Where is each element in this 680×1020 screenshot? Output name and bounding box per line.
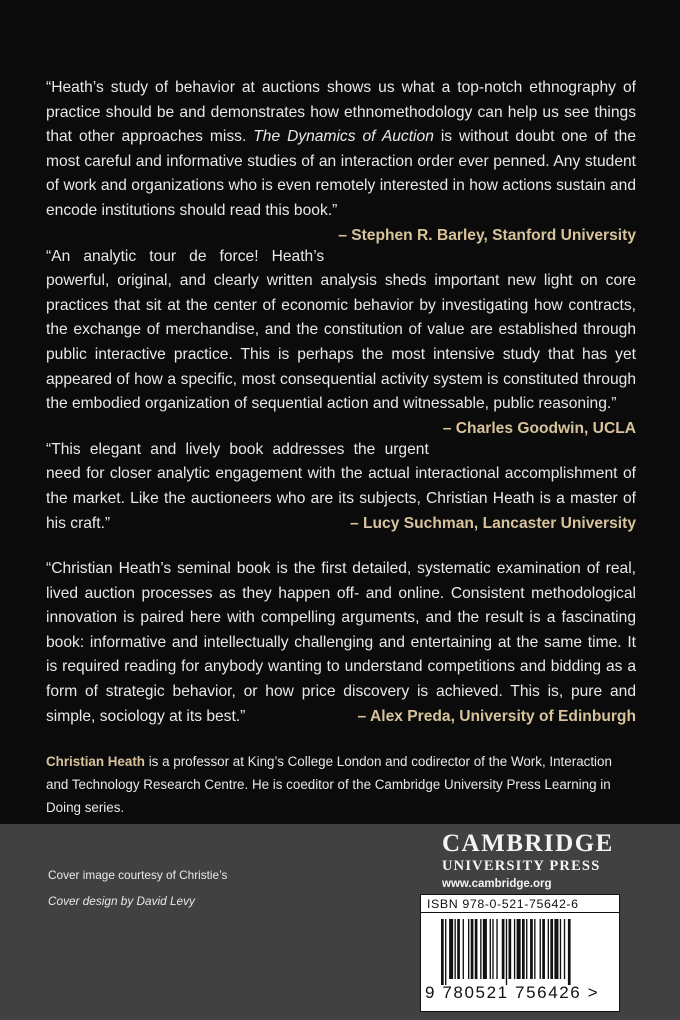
book-title-italic: The Dynamics of Auction	[253, 128, 434, 146]
quote-text: “Christian Heath’s seminal book is the first detailed, systematic examination of real, lived auction processes as they happen off- and online. Consistent methodological innovation is paired here with compelling arguments, and the result is a fascinating book: informative and intellectually challenging and entertaining at the same time. It is required reading for anybody wanting to understand competitions and bidding as a form of strategic behavior, or how price discovery is achieved. This is, pure and simple, sociology at its best.”	[46, 560, 636, 725]
review-quote-1	[46, 76, 636, 244]
barcode-bar	[554, 919, 558, 979]
barcode-bar	[441, 919, 444, 985]
quote-text-part: is without doubt one of the most careful and informative studies of an interaction order ever penned. Any student of work and organizations who is even remotely interested in how actions sustain and encode institutions should read this book.”	[46, 128, 636, 219]
isbn-divider	[421, 912, 619, 913]
author-name: Christian Heath	[46, 754, 145, 770]
barcode-bar	[564, 919, 565, 979]
author-bio-text: is a professor at King’s College London and codirector of the Work, Interaction and Technology Research Centre. He is coeditor of the Cambridge University Press Learning in Doing series.	[46, 754, 612, 816]
barcode-bar	[483, 919, 487, 979]
barcode-bar	[492, 919, 493, 979]
barcode-bar	[542, 919, 545, 979]
quote-text-part: “Heath’s study of behavior at auctions shows us what a top-notch ethnography of practice should be and demonstrates how ethnomethodology can help us see things that other approaches miss.	[46, 79, 636, 146]
publisher-name: CAMBRIDGE	[442, 830, 614, 857]
barcode-bar	[550, 919, 553, 979]
barcode-bar	[480, 919, 481, 979]
barcode-bar	[506, 919, 507, 985]
barcode-bar	[568, 919, 571, 985]
barcode-bar	[534, 919, 535, 979]
barcode-bar	[449, 919, 453, 979]
cover-image-credit: Cover image courtesy of Christie’s	[48, 868, 228, 882]
author-bio	[46, 750, 636, 819]
barcode-bar	[514, 919, 515, 979]
barcode-bar	[560, 919, 561, 979]
quote-text: “This elegant and lively book addresses the urgent need for closer analytic engagement with the actual interactional accomplishment of the market. Like the auctioneers who are its subjects, Christian Heath is a master of his craft.”	[46, 440, 636, 532]
barcode-bar	[463, 919, 464, 979]
quote-text: “An analytic tour de force! Heath’s powerful, original, and clearly written analysis sheds important new light on core practices that sit at the center of economic behavior by investigating how contracts, the exchange of merchandise, and the constitution of value are established through public interactive practice. This is perhaps the most intensive study that has yet appeared of how a specific, most consequential activity system is constituted through the embodied organization of sequential action and witnessable, public reasoning.”	[46, 247, 636, 413]
barcode-bar	[490, 919, 491, 979]
barcode-bar	[471, 919, 474, 979]
barcode-number: 9 780521 756426 >	[425, 983, 600, 1002]
barcode-bar	[522, 919, 525, 979]
barcode-bar	[455, 919, 456, 979]
review-quote-4	[46, 557, 636, 729]
cover-design-credit: Cover design by David Levy	[48, 894, 195, 908]
publisher-url: www.cambridge.org	[442, 878, 552, 890]
review-quote-2	[46, 245, 636, 437]
quote-attribution: – Alex Preda, University of Edinburgh	[357, 707, 636, 725]
barcode-bar	[526, 919, 527, 979]
barcode-bar	[530, 919, 533, 979]
barcode-bar	[457, 919, 460, 979]
publisher-logo	[442, 830, 642, 890]
review-quote-3	[46, 438, 636, 536]
isbn-label: ISBN 978-0-521-75642-6	[427, 897, 579, 911]
review-blurbs	[46, 76, 636, 833]
isbn-barcode	[420, 894, 620, 1012]
barcode-bar	[540, 919, 541, 979]
barcode-bar	[496, 919, 497, 979]
barcode-bar	[548, 919, 549, 979]
barcode-bar	[502, 919, 505, 979]
publisher-subtitle: UNIVERSITY PRESS	[442, 858, 601, 874]
quote-attribution: – Charles Goodwin, UCLA	[442, 419, 636, 437]
barcode-bars-icon	[441, 919, 611, 991]
barcode-bar	[445, 919, 446, 985]
barcode-bar	[517, 919, 521, 979]
barcode-bar	[475, 919, 478, 979]
quote-attribution: – Stephen R. Barley, Stanford University	[338, 226, 636, 244]
barcode-bar	[468, 919, 469, 979]
barcode-bar	[509, 919, 512, 979]
footer-band	[0, 824, 680, 1020]
quote-attribution: – Lucy Suchman, Lancaster University	[350, 514, 636, 532]
